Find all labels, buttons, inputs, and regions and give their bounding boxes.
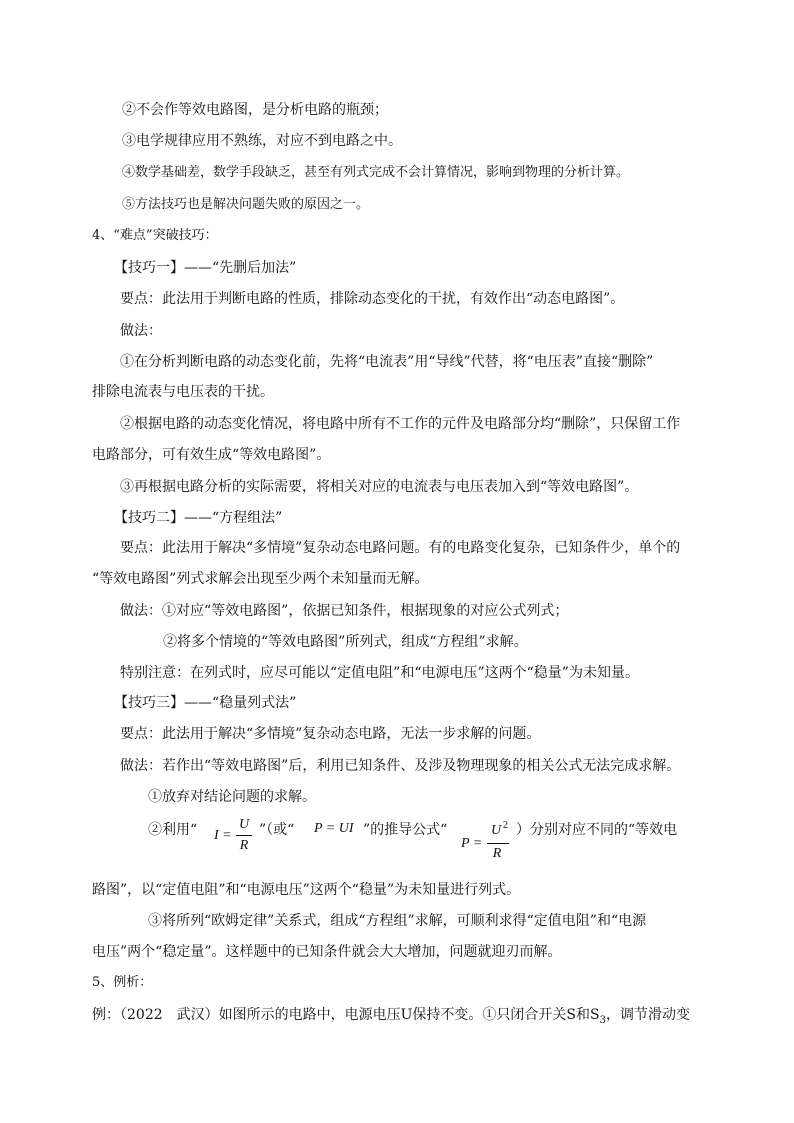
section-heading: 5、例析： [92,975,153,990]
fraction-bar [236,835,252,836]
formula-text: ”的推导公式“ [363,822,448,838]
text-line: ②根据电路的动态变化情况，将电路中所有不工作的元件及电路部分均“删除”，只保留工作 [120,416,681,432]
formula-text: ）分别对应不同的“等效电 [516,822,678,838]
formula-i-denominator: R [239,838,249,853]
text-line: ③再根据电路分析的实际需要，将相关对应的电流表与电压表加入到“等效电路图”。 [120,479,639,495]
text-line: 要点：此法用于判断电路的性质，排除动态变化的干扰，有效作出“动态电路图”。 [120,291,625,307]
text-line: ③电学规律应用不熟练，对应不到电路之中。 [122,133,402,149]
text-line: 特别注意：在列式时，应尽可能以“定值电阻”和“电源电压”这两个“稳量”为未知量。 [120,665,639,681]
text-line: 电压”两个“稳定量”。这样题中的已知条件就会大大增加，问题就迎刃而解。 [92,944,562,960]
formula-p-ui: P = UI [314,821,354,836]
text-line: 做法：①对应“等效电路图”，依据已知条件，根据现象的对应公式列式； [120,603,569,619]
text-line: ③将所列“欧姆定律”关系式，组成“方程组”求解，可顺利求得“定值电阻”和“电源 [148,913,647,929]
text-line: 要点：此法用于解决“多情境”复杂动态电路问题。有的电路变化复杂，已知条件少，单个的 [120,540,681,556]
text-line: ②将多个情境的“等效电路图”所列式，组成“方程组”求解。 [163,634,528,650]
text-line: ⑤方法技巧也是解决问题失败的原因之一。 [122,197,370,212]
example-text: ，调节滑动变 [605,1007,690,1023]
text-line: ①在分析判断电路的动态变化前，先将“电流表”用“导线”代替，将“电压表”直接“删除” [120,354,654,370]
technique-title: 【技巧二】——“方程组法” [114,510,283,526]
text-line: 排除电流表与电压表的干扰。 [92,384,274,400]
example-line [92,1005,690,1031]
text-line: ①放弃对结论问题的求解。 [148,789,316,805]
formula-text: ②利用“ [148,822,198,838]
text-line: 要点：此法用于解决“多情境”复杂动态电路，无法一步求解的问题。 [120,726,541,742]
subscript: 3 [599,1014,606,1026]
text-line: ④数学基础差，数学手段缺乏，甚至有列式完成不会计算情况，影响到物理的分析计算。 [122,165,630,180]
text-line: 做法：若作出“等效电路图”后，利用已知条件、及涉及物理现象的相关公式无法完成求解。 [120,758,681,774]
technique-title: 【技巧一】——“先删后加法” [114,260,297,276]
example-text: 例：（2022 武汉）如图所示的电路中，电源电压U保持不变。①只闭合开关S和S [92,1007,600,1023]
formula-text: ”（或“ [259,822,295,838]
formula-p-numerator: U [490,823,502,838]
text-line: 电路部分，可有效生成“等效电路图”。 [92,447,331,463]
formula-p-denominator: R [492,846,502,861]
section-heading: 4、“难点”突破技巧： [92,228,218,243]
text-line: 路图”，以“定值电阻”和“电源电压”这两个“稳量”为未知量进行列式。 [92,882,521,898]
formula-i-lhs: I = [214,828,232,843]
formula-i-numerator: U [238,817,250,832]
formula-p-superscript: 2 [503,820,508,831]
formula-p-lhs: P = [461,836,483,851]
text-line: “等效电路图”列式求解会出现至少两个未知量而无解。 [92,571,429,587]
text-line: 做法： [120,323,162,339]
text-line: ②不会作等效电路图，是分析电路的瓶颈； [122,102,388,118]
technique-title: 【技巧三】——“稳量列式法” [114,695,297,711]
fraction-bar [487,843,509,844]
